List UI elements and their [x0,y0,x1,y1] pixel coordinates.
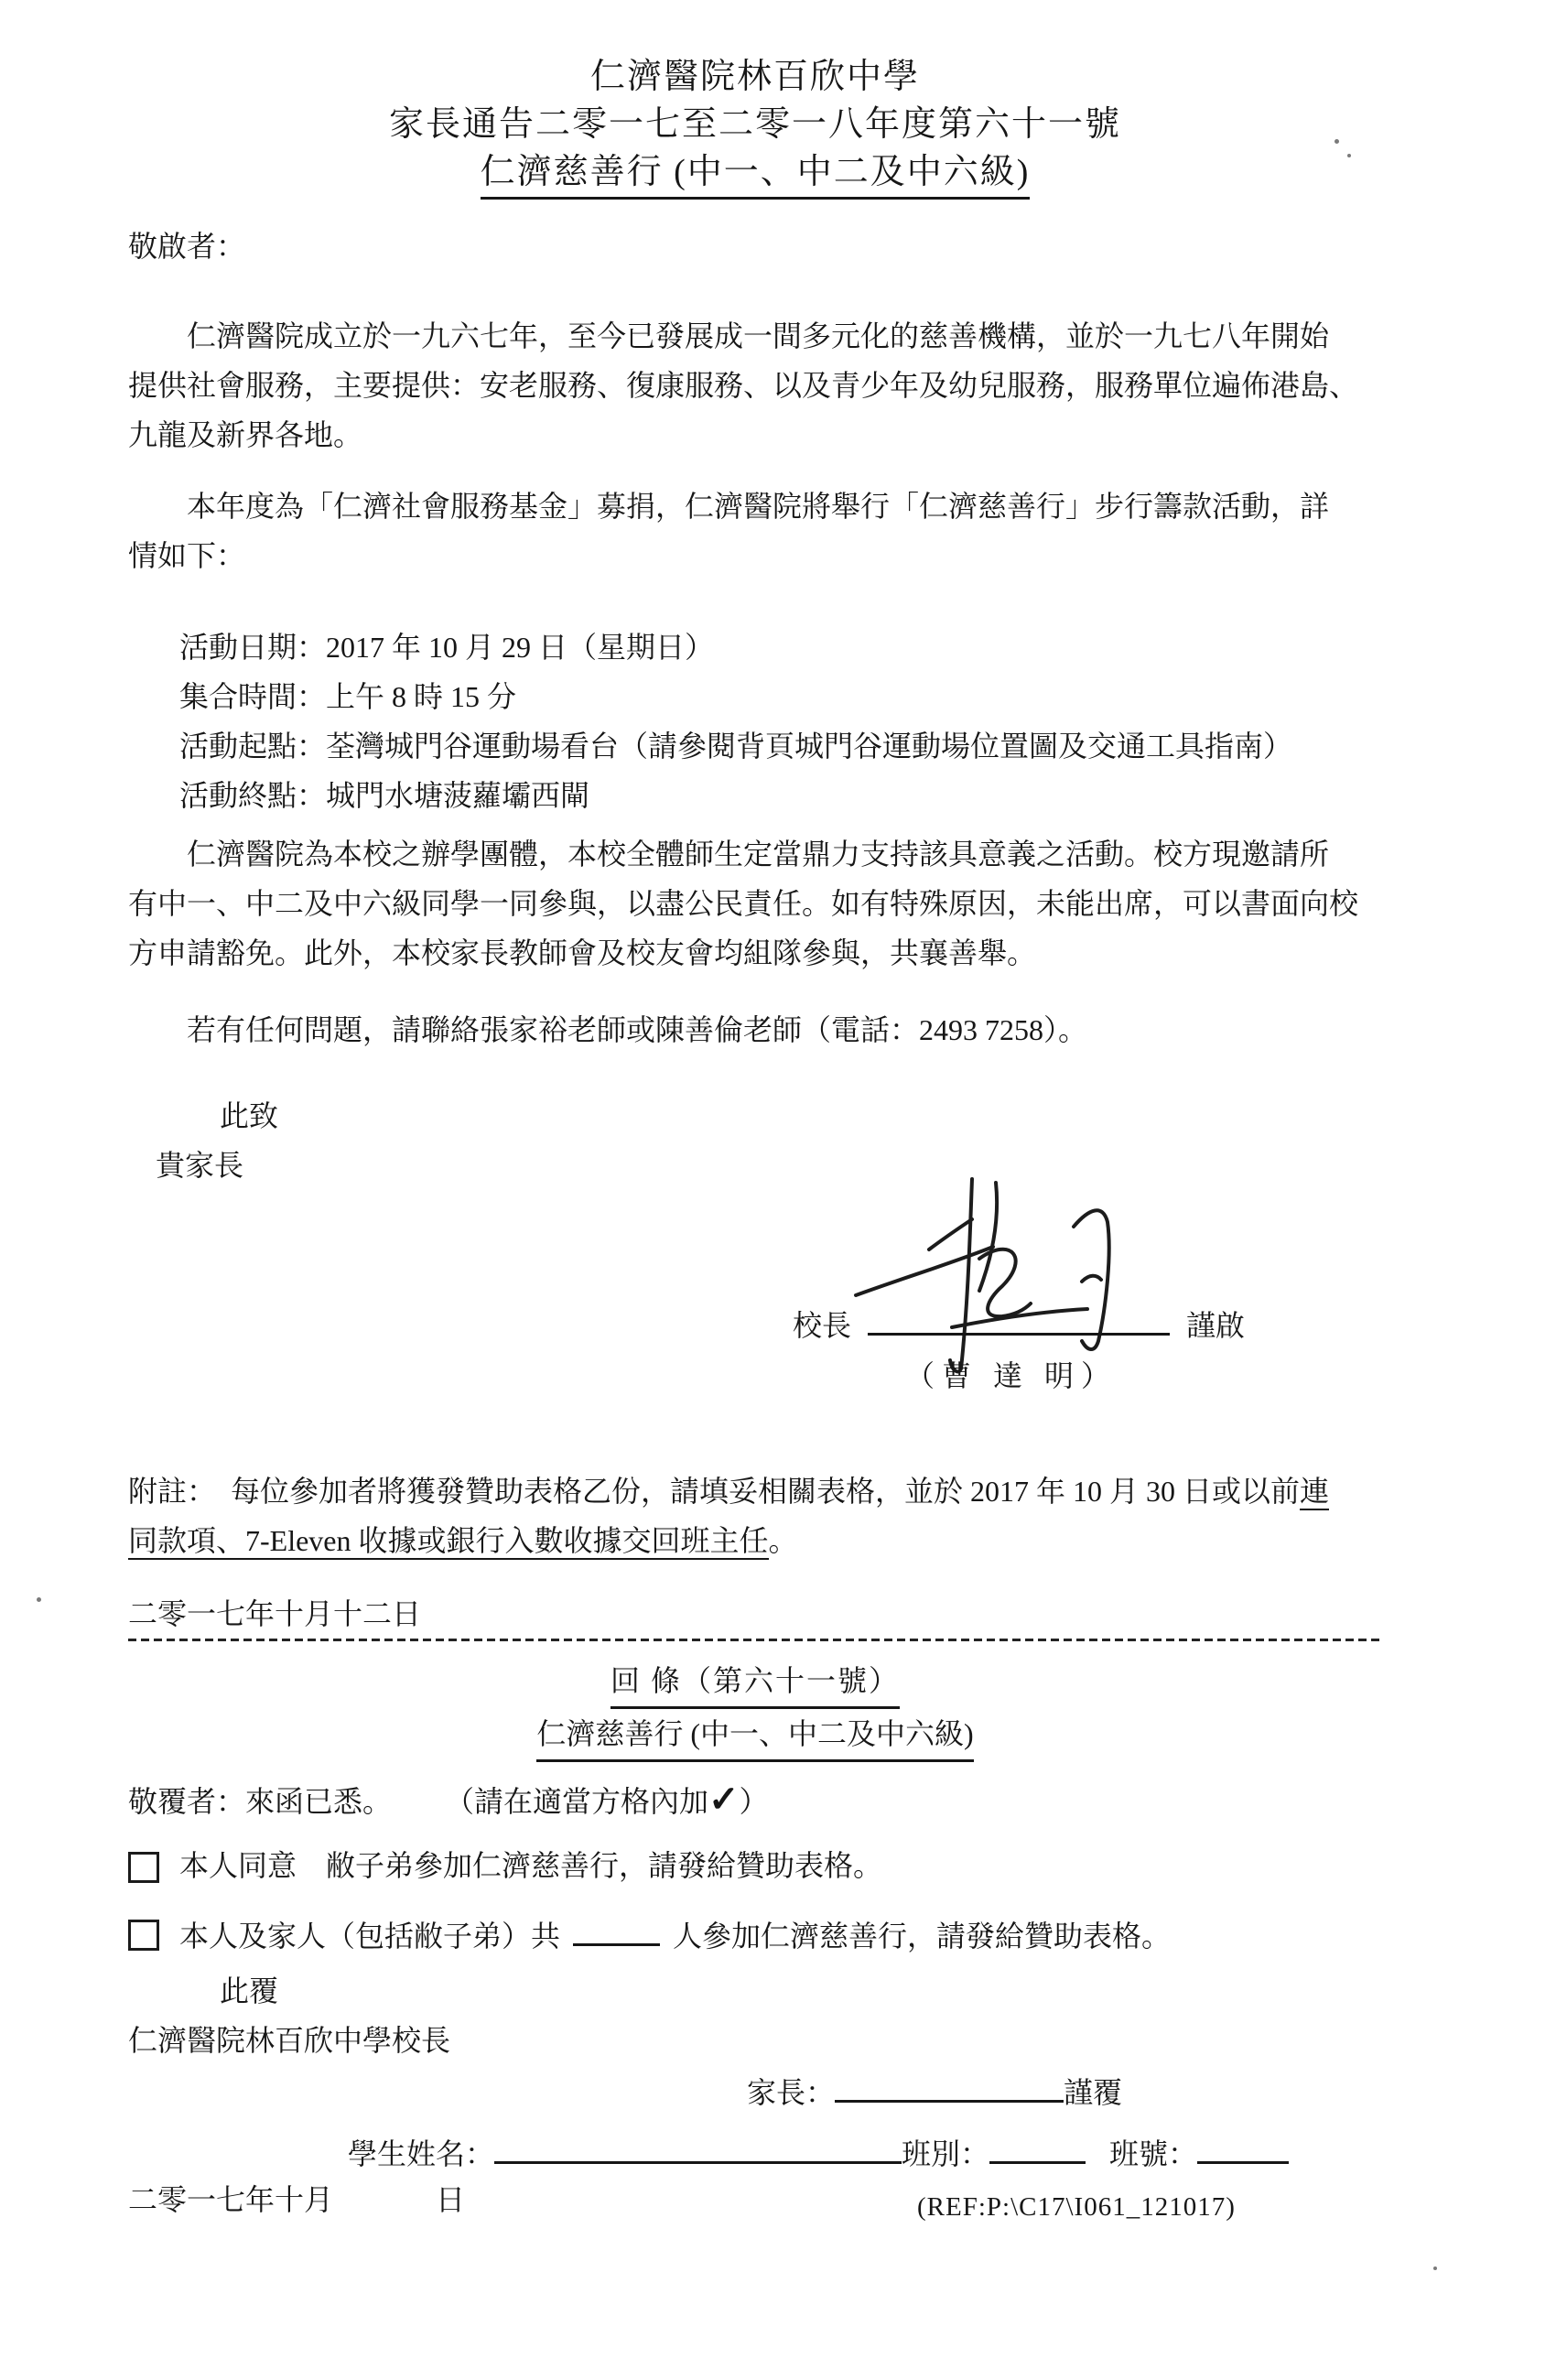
tick-instruction-post: ） [739,1785,769,1818]
option-agree-row [128,1841,1382,1890]
respectfully-label: 謹啟 [1186,1309,1246,1342]
principal-label: 校長 [793,1309,852,1342]
text-line: 情如下： [128,539,246,572]
signature-area [128,1190,1382,1419]
reply-addressee: 仁濟醫院林百欣中學校長 [128,2024,451,2057]
salutation: 敬啟者： [128,230,246,263]
notice-number: 家長通告二零一七至二零一八年度第六十一號 [388,105,1121,144]
reply-date-row [128,2175,1382,2224]
agree-checkbox[interactable] [128,1852,159,1883]
class-no-label: 班號： [1109,2137,1198,2170]
reply-slip-subtitle-text: 仁濟慈善行 (中一、中二及中六級) [536,1709,973,1762]
family-checkbox[interactable] [128,1920,159,1951]
closing-phrase: 此致 [220,1099,279,1132]
text-line: 仁濟醫院為本校之辦學團體，本校全體師生定當鼎力支持該具意義之活動。校方現邀請所 [187,838,1330,871]
closing-addressee: 貴家長 [156,1149,244,1182]
school-name: 仁濟醫院林百欣中學 [589,58,920,96]
reference-code: (REF:P:\C17\I061_121017) [917,2192,1236,2222]
text-line: 本年度為「仁濟社會服務基金」募捐，仁濟醫院將舉行「仁濟慈善行」步行籌款活動，詳 [187,490,1330,523]
cut-line [128,1639,1382,1641]
end-point: 活動終點：城門水塘菠蘿壩西閘 [179,779,590,812]
scan-speck [1433,2266,1437,2270]
class-label: 班別： [902,2137,990,2170]
text-line: 有中一、中二及中六級同學一同參與，以盡公民責任。如有特殊原因，未能出席，可以書面向校 [128,887,1359,920]
participant-count-field[interactable] [573,1909,660,1946]
footnote-text: 附註： 每位參加者將獲發贊助表格乙份，請填妥相關表格，並於 2017 年 10 月 30 日或以前 [128,1475,1301,1508]
reply-date-day: 日 [436,2183,466,2216]
option-family-post: 人參加仁濟慈善行，請發給贊助表格。 [673,1920,1172,1953]
parent-sign-row [128,2065,1382,2117]
text-line: 方申請豁免。此外，本校家長教師會及校友會均組隊參與，共襄善舉。 [128,936,1037,969]
principal-signature-line[interactable] [868,1298,1170,1336]
parent-signature-field[interactable] [835,2065,1064,2103]
footnote-underlined: 連 [1300,1475,1329,1510]
principal-sign-row [793,1298,1245,1350]
assembly-time: 集合時間：上午 8 時 15 分 [179,680,517,713]
notice-title [128,148,1382,200]
footnote [128,1466,1382,1565]
student-name-field[interactable] [494,2126,902,2164]
text-line [128,1466,1382,1516]
reply-greeting: 敬覆者：來函已悉。 [128,1785,393,1818]
notice-title-text: 仁濟慈善行 (中一、中二及中六級) [481,148,1031,200]
scan-speck [37,1597,41,1602]
tick-instruction-pre: （請在適當方格內加 [445,1785,709,1818]
event-details-list [128,622,1382,820]
paragraph-participation [128,829,1382,978]
reply-slip-title [128,1656,1382,1709]
tick-mark: ✓ [708,1779,740,1820]
scan-speck [1334,139,1339,144]
student-name-label: 學生姓名： [348,2137,495,2170]
issue-date: 二零一七年十月十二日 [128,1597,422,1630]
footnote-underlined: 同款項、7-Eleven 收據或銀行入數收據交回班主任 [128,1524,769,1560]
student-info-row [128,2126,1382,2179]
reply-closing: 此覆 [220,1974,279,2007]
option-family-row [128,1909,1382,1961]
reply-slip-title-text: 回 條（第六十一號） [611,1656,900,1709]
footnote-text: 。 [768,1524,798,1557]
reply-slip-subtitle [128,1709,1382,1762]
event-date: 活動日期：2017 年 10 月 29 日（星期日） [179,631,715,664]
paragraph-intro [128,311,1382,460]
scan-speck [1347,154,1351,157]
class-field[interactable] [989,2126,1086,2164]
option-family-pre: 本人及家人（包括敝子弟）共 [179,1920,561,1953]
start-point: 活動起點：荃灣城門谷運動場看台（請參閱背頁城門谷運動場位置圖及交通工具指南） [179,730,1293,763]
text-line [128,1516,1382,1565]
reply-date: 二零一七年十月 [128,2183,334,2216]
parent-respectfully: 謹覆 [1064,2076,1123,2109]
class-no-field[interactable] [1197,2126,1289,2164]
option-agree-label: 本人同意 敝子弟參加仁濟慈善行，請發給贊助表格。 [179,1849,883,1882]
text-line: 提供社會服務，主要提供：安老服務、復康服務、以及青少年及幼兒服務，服務單位遍佈港島、 [128,369,1359,402]
text-line: 九龍及新界各地。 [128,418,363,451]
reply-greeting-row [128,1775,1382,1826]
principal-name: （曹 達 明） [904,1359,1118,1392]
option-family-label [179,1909,1171,1961]
paragraph-event [128,481,1382,580]
text-line: 仁濟醫院成立於一九六七年，至今已發展成一間多元化的慈善機構，並於一九七八年開始 [187,319,1330,352]
contact-line: 若有任何問題，請聯絡張家裕老師或陳善倫老師（電話：2493 7258）。 [187,1013,1088,1046]
parent-label: 家長： [747,2076,836,2109]
